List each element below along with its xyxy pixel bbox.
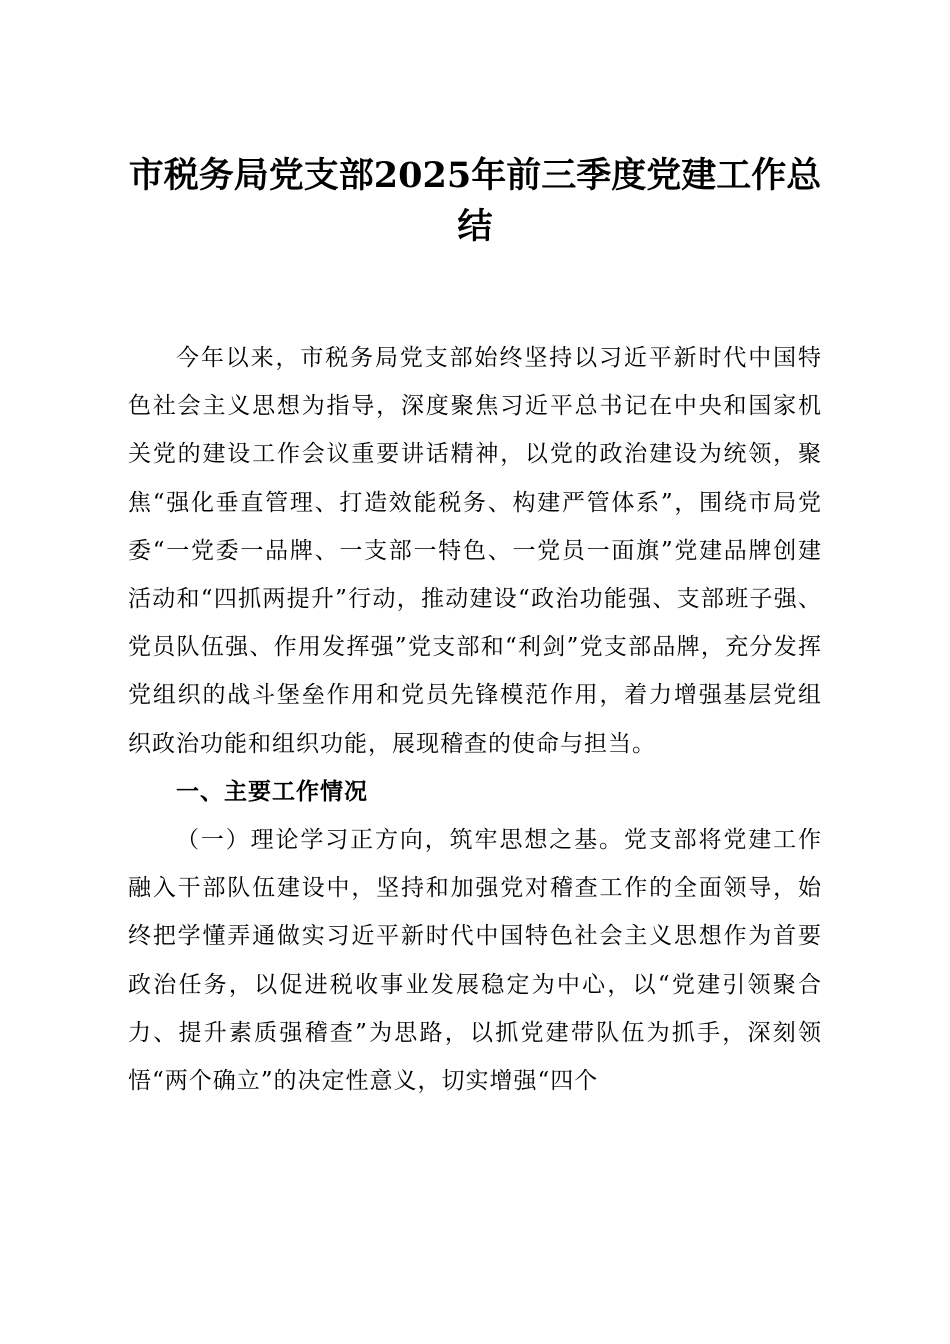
intro-paragraph: 今年以来，市税务局党支部始终坚持以习近平新时代中国特色社会主义思想为指导，深度聚焦习近平总书记在中央和国家机关党的建设工作会议重要讲话精神，以党的政治建设为统领，聚焦“强化垂直管理、打造效能税务、构建严管体系”，围绕市局党委“一党委一品牌、一支部一特色、一党员一面旗”党建品牌创建活动和“四抓两提升”行动，推动建设“政治功能强、支部班子强、党员队伍强、作用发挥强”党支部和“利剑”党支部品牌，充分发挥党组织的战斗堡垒作用和党员先锋模范作用，着力增强基层党组织政治功能和组织功能，展现稽查的使命与担当。 (128, 345, 822, 757)
section-heading: 一、主要工作情况 (176, 778, 368, 805)
section-paragraph: （一）理论学习正方向，筑牢思想之基。党支部将党建工作融入干部队伍建设中，坚持和加强党对稽查工作的全面领导，始终把学懂弄通做实习近平新时代中国特色社会主义思想作为首要政治任务，以促进税收事业发展稳定为中心，以“党建引领聚合力、提升素质强稽查”为思路，以抓党建带队伍为抓手，深刻领悟“两个确立”的决定性意义，切实增强“四个 (128, 827, 822, 1095)
document-title: 市税务局党支部2025年前三季度党建工作总结 (128, 155, 822, 247)
document-body (128, 334, 822, 1105)
